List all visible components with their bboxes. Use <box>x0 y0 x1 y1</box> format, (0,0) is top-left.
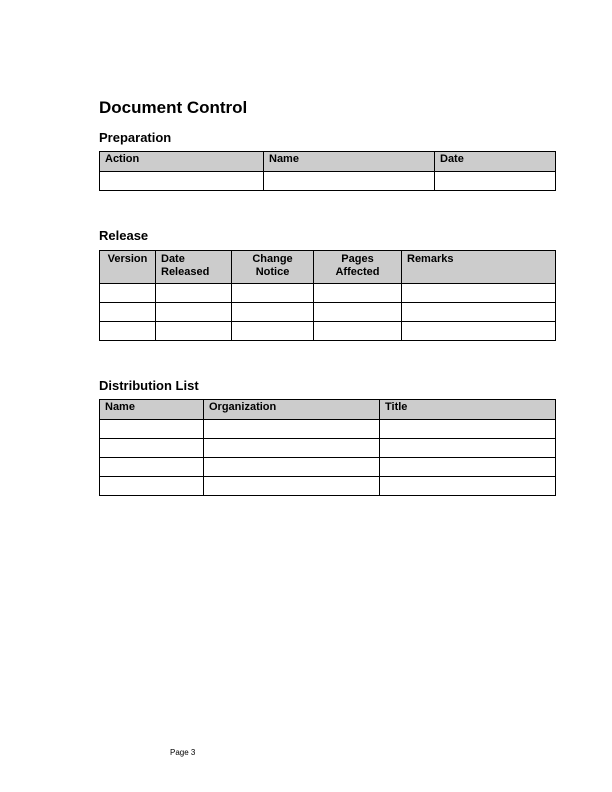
distribution-header-row <box>100 400 556 420</box>
table-cell[interactable] <box>314 284 402 303</box>
table-cell[interactable] <box>314 303 402 322</box>
table-cell[interactable] <box>204 439 380 458</box>
table-cell[interactable] <box>232 284 314 303</box>
distribution-col-name: Name <box>100 400 204 420</box>
release-col-change-notice: Change Notice <box>232 251 314 284</box>
release-table <box>99 250 556 341</box>
preparation-col-date: Date <box>435 152 556 172</box>
table-cell[interactable] <box>100 439 204 458</box>
release-header-row <box>100 251 556 284</box>
distribution-table <box>99 399 556 496</box>
table-cell[interactable] <box>100 322 156 341</box>
table-cell[interactable] <box>100 458 204 477</box>
table-cell[interactable] <box>402 284 556 303</box>
table-cell[interactable] <box>380 458 556 477</box>
release-heading: Release <box>99 228 149 243</box>
preparation-heading: Preparation <box>99 130 172 145</box>
table-cell[interactable] <box>100 420 204 439</box>
table-cell[interactable] <box>100 284 156 303</box>
release-col-date-released: Date Released <box>156 251 232 284</box>
preparation-col-name: Name <box>264 152 435 172</box>
table-row <box>100 420 556 439</box>
table-row <box>100 458 556 477</box>
page-number: Page 3 <box>170 748 196 757</box>
preparation-header-row <box>100 152 556 172</box>
distribution-col-title: Title <box>380 400 556 420</box>
preparation-table <box>99 151 556 191</box>
table-cell[interactable] <box>314 322 402 341</box>
table-cell[interactable] <box>380 420 556 439</box>
release-col-version: Version <box>100 251 156 284</box>
table-row <box>100 284 556 303</box>
table-cell[interactable] <box>100 477 204 496</box>
table-cell[interactable] <box>156 284 232 303</box>
release-col-remarks: Remarks <box>402 251 556 284</box>
table-cell[interactable] <box>156 303 232 322</box>
table-row <box>100 439 556 458</box>
table-row <box>100 477 556 496</box>
table-cell[interactable] <box>380 439 556 458</box>
table-cell[interactable] <box>380 477 556 496</box>
table-row <box>100 172 556 191</box>
distribution-heading: Distribution List <box>99 378 199 393</box>
table-cell[interactable] <box>100 303 156 322</box>
table-row <box>100 303 556 322</box>
preparation-col-action: Action <box>100 152 264 172</box>
table-cell[interactable] <box>204 458 380 477</box>
table-cell[interactable] <box>402 303 556 322</box>
release-col-pages-affected: Pages Affected <box>314 251 402 284</box>
table-cell[interactable] <box>100 172 264 191</box>
page-title: Document Control <box>99 98 248 117</box>
table-cell[interactable] <box>204 477 380 496</box>
table-cell[interactable] <box>156 322 232 341</box>
distribution-col-organization: Organization <box>204 400 380 420</box>
table-cell[interactable] <box>264 172 435 191</box>
table-row <box>100 322 556 341</box>
table-cell[interactable] <box>232 322 314 341</box>
table-cell[interactable] <box>204 420 380 439</box>
table-cell[interactable] <box>232 303 314 322</box>
table-cell[interactable] <box>435 172 556 191</box>
table-cell[interactable] <box>402 322 556 341</box>
